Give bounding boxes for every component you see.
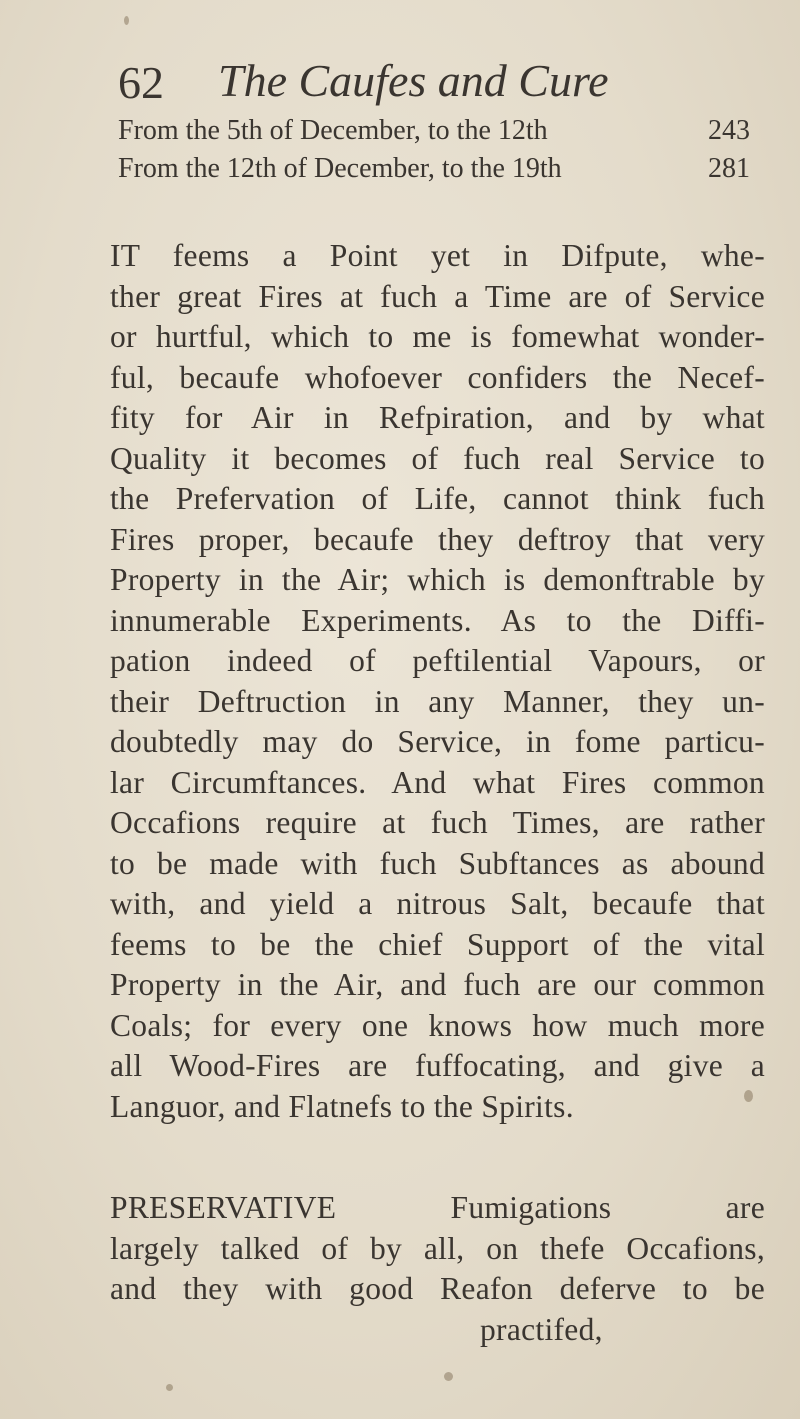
text-line: IT feems a Point yet in Difpute, whe- <box>110 238 765 273</box>
text-line: pation indeed of peftilential Vapours, or <box>110 643 765 678</box>
text-line: largely talked of by all, on thefe Occafions, <box>110 1230 765 1266</box>
text-line: Property in the Air; which is demonftrable by <box>110 562 765 597</box>
date-range: From the 12th of December, to the 19th <box>118 153 562 184</box>
text-line: ful, becaufe whofoever confiders the Necef- <box>110 359 765 395</box>
date-row <box>118 112 758 150</box>
date-range: From the 5th of December, to the 12th <box>118 115 548 146</box>
text-line: all Wood-Fires are fuffocating, and give a <box>110 1048 765 1083</box>
text-line: Occafions require at fuch Times, are rather <box>110 805 765 840</box>
date-value: 281 <box>708 153 750 184</box>
text-line: Coals; for every one knows how much more <box>110 1007 765 1043</box>
ink-speck <box>166 1384 173 1391</box>
text-line: Quality it becomes of fuch real Service to <box>110 440 765 476</box>
text-line: Fires proper, becaufe they deftroy that very <box>110 521 765 557</box>
text-line: PRESERVATIVE Fumigations are <box>110 1190 765 1225</box>
text-line: feems to be the chief Support of the vital <box>110 926 765 962</box>
text-line: doubtedly may do Service, in fome particu- <box>110 724 765 759</box>
ink-speck <box>124 16 129 25</box>
text-line: or hurtful, which to me is fomewhat wonder- <box>110 319 765 354</box>
text-line: Languor, and Flatnefs to the Spirits. <box>110 1088 574 1124</box>
text-line: innumerable Experiments. As to the Diffi- <box>110 602 765 638</box>
running-title: The Caufes and Cure <box>218 55 609 106</box>
text-line: with, and yield a nitrous Salt, becaufe that <box>110 886 765 921</box>
text-line: Property in the Air, and fuch are our common <box>110 967 765 1002</box>
body-paragraph-1 <box>110 236 765 1127</box>
ink-speck <box>444 1372 453 1381</box>
text-line: lar Circumftances. And what Fires common <box>110 764 765 800</box>
ink-speck <box>744 1090 753 1102</box>
text-line: to be made with fuch Subftances as abound <box>110 845 765 881</box>
date-table <box>118 112 758 188</box>
text-line: and they with good Reafon deferve to be <box>110 1271 765 1306</box>
page-number: 62 <box>118 57 164 108</box>
text-line: practifed, <box>480 1311 603 1347</box>
date-value: 243 <box>708 115 750 146</box>
text-line: the Prefervation of Life, cannot think fuch <box>110 481 765 516</box>
text-line: their Deftruction in any Manner, they un- <box>110 683 765 719</box>
text-line: ther great Fires at fuch a Time are of Service <box>110 278 765 314</box>
text-line: fity for Air in Refpiration, and by what <box>110 400 765 435</box>
running-header <box>118 54 758 108</box>
body-paragraph-2 <box>110 1188 765 1350</box>
date-row <box>118 150 758 188</box>
